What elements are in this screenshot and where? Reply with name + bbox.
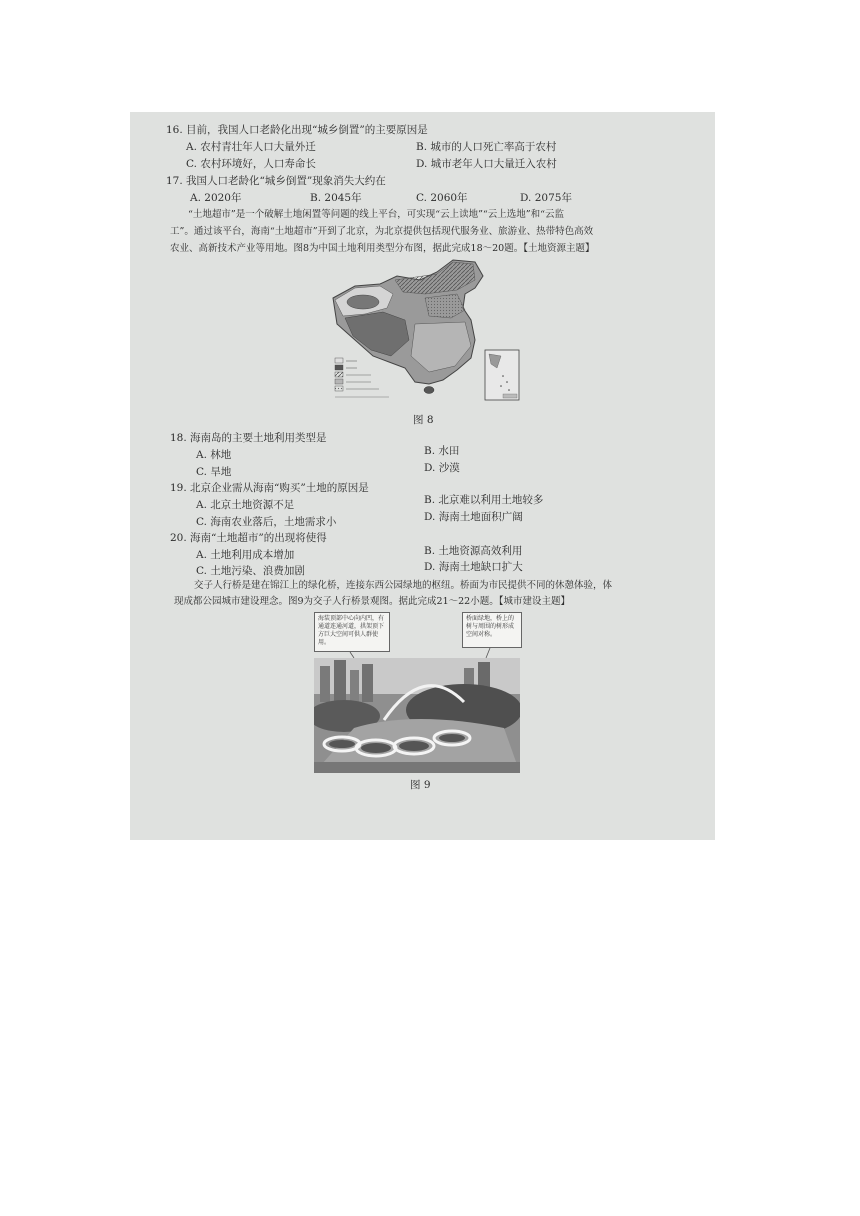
q20-option-a: A. 土地利用成本增加: [196, 549, 295, 561]
figure-9-caption: 图 9: [410, 779, 431, 791]
q17-option-c: C. 2060年: [416, 192, 468, 204]
intro2-line2: 现成都公园城市建设理念。图9为交子人行桥景观图。据此完成21～22小题。【城市建设主题】: [174, 596, 570, 607]
q16-option-d: D. 城市老年人口大量迁入农村: [416, 158, 557, 170]
callout-left: 海装顶部中心向内凹，有通道连通河道，拱架顶下方巨大空间可供人群使用。: [314, 612, 390, 652]
map-legend: [335, 358, 389, 397]
q17-stem: 17. 我国人口老龄化“城乡倒置”现象消失大约在: [166, 175, 386, 187]
q19-option-b: B. 北京难以利用土地较多: [424, 494, 544, 506]
map-graphic: [325, 258, 525, 404]
q17-option-a: A. 2020年: [190, 192, 242, 204]
q19-stem: 19. 北京企业需从海南“购买”土地的原因是: [170, 482, 369, 494]
bridge-figure: [314, 612, 520, 774]
intro2-line1: 交子人行桥是建在锦江上的绿化桥，连接东西公园绿地的枢纽。桥面为市民提供不同的休憩体验，体: [194, 580, 613, 591]
q16-option-c: C. 农村环境好，人口寿命长: [186, 158, 316, 170]
q18-stem: 18. 海南岛的主要土地利用类型是: [170, 432, 327, 444]
china-land-use-map: [325, 258, 525, 404]
q19-option-d: D. 海南土地面积广阔: [424, 511, 523, 523]
south-china-sea-inset: [485, 350, 519, 400]
intro1-line2: 工”。通过该平台，海南“土地超市”开到了北京，为北京提供包括现代服务业、旅游业、热带特色高效: [170, 226, 594, 237]
q19-option-a: A. 北京土地资源不足: [196, 499, 295, 511]
basin-region: [347, 295, 379, 309]
q17-option-d: D. 2075年: [520, 192, 572, 204]
callout-pointers: [314, 612, 520, 658]
q18-option-d: D. 沙漠: [424, 462, 460, 474]
q19-option-c: C. 海南农业落后，土地需求小: [196, 516, 337, 528]
q16-option-a: A. 农村青壮年人口大量外迁: [186, 141, 316, 153]
q18-option-b: B. 水田: [424, 445, 460, 457]
q18-option-c: C. 旱地: [196, 466, 232, 478]
hainan-island: [424, 387, 434, 394]
q20-option-c: C. 土地污染、浪费加剧: [196, 565, 305, 577]
q18-option-a: A. 林地: [196, 449, 232, 461]
exam-page-photo: [130, 112, 715, 840]
figure-8-caption: 图 8: [413, 414, 434, 426]
bridge-photo: [314, 658, 520, 773]
callout-right: 桥面绿地，桥上的树与周围的树形成空间对称。: [462, 612, 522, 648]
q20-option-b: B. 土地资源高效利用: [424, 545, 523, 557]
intro1-line1: “土地超市”是一个破解土地闲置等问题的线上平台，可实现“云上读地”“云上选地”和“云监: [188, 209, 564, 220]
q17-option-b: B. 2045年: [310, 192, 362, 204]
q20-option-d: D. 海南土地缺口扩大: [424, 561, 523, 573]
intro1-line3: 农业、高新技术产业等用地。图8为中国土地利用类型分布图，据此完成18～20题。【土地资源主题】: [170, 243, 595, 254]
q20-stem: 20. 海南“土地超市”的出现将使得: [170, 532, 327, 544]
q16-stem: 16. 目前，我国人口老龄化出现“城乡倒置”的主要原因是: [166, 124, 428, 136]
q16-option-b: B. 城市的人口死亡率高于农村: [416, 141, 557, 153]
